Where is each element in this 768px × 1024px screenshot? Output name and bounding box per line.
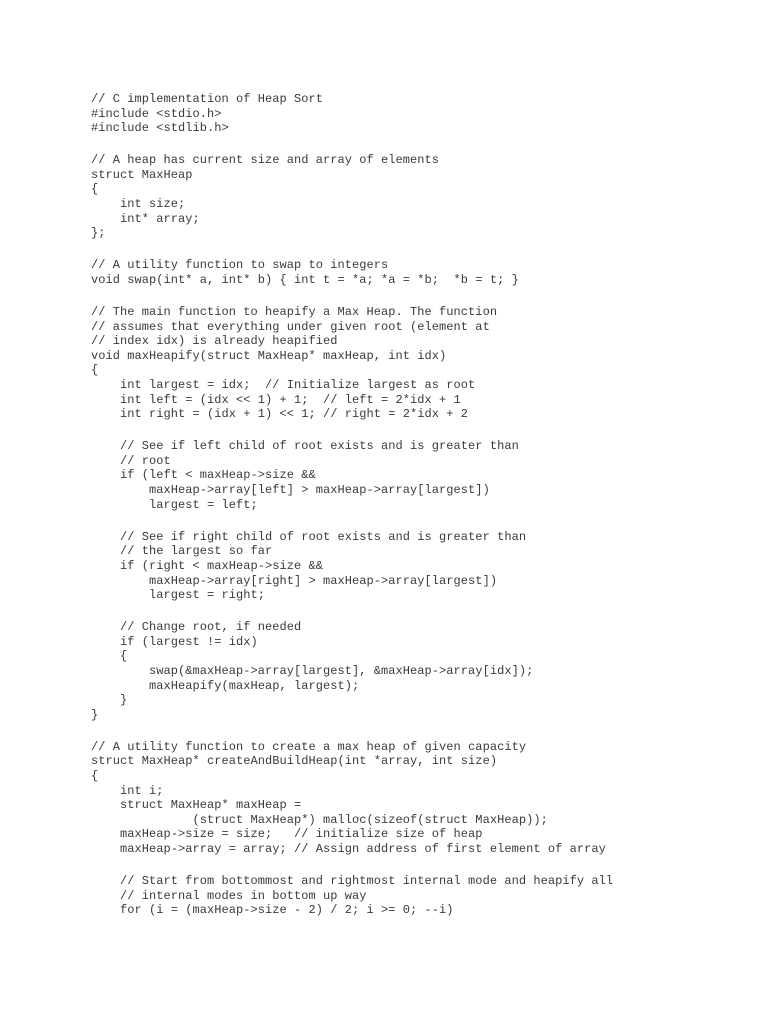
code-line: swap(&maxHeap->array[largest], &maxHeap->array[idx]); bbox=[91, 664, 534, 678]
code-line: // A heap has current size and array of elements bbox=[91, 153, 440, 168]
code-line: // See if right child of root exists and is greater than bbox=[91, 529, 527, 544]
code-line: void maxHeapify(struct MaxHeap* maxHeap, int idx) bbox=[91, 348, 447, 363]
code-line: struct MaxHeap* createAndBuildHeap(int *array, int size) bbox=[91, 754, 498, 769]
code-line: // See if left child of root exists and is greater than bbox=[91, 439, 519, 454]
code-line: { bbox=[91, 363, 99, 378]
code-line: int left = (idx << 1) + 1; // left = 2*idx + 1 bbox=[91, 392, 461, 407]
code-line: maxHeapify(maxHeap, largest); bbox=[91, 678, 360, 693]
code-line: if (left < maxHeap->size && bbox=[91, 468, 316, 483]
blank-line bbox=[91, 422, 751, 440]
code-line: maxHeap->size = size; // initialize size of heap bbox=[91, 827, 483, 842]
code-line: }; bbox=[91, 226, 106, 241]
code-line: largest = left; bbox=[91, 497, 258, 512]
code-line: int i; bbox=[91, 783, 164, 798]
code-line: #include <stdio.h> bbox=[91, 106, 222, 121]
code-line: largest = right; bbox=[91, 588, 266, 603]
blank-line bbox=[91, 136, 751, 154]
code-line: { bbox=[91, 182, 99, 197]
code-line: struct MaxHeap bbox=[91, 167, 193, 182]
code-line: // assumes that everything under given root (element at bbox=[91, 319, 490, 334]
code-line: int largest = idx; // Initialize largest as root bbox=[91, 378, 476, 392]
code-line: if (right < maxHeap->size && bbox=[91, 558, 324, 573]
code-line: struct MaxHeap* maxHeap = bbox=[91, 798, 302, 813]
code-line: // the largest so far bbox=[91, 544, 273, 559]
code-line: } bbox=[91, 707, 99, 722]
code-line: int* array; bbox=[91, 211, 200, 226]
code-line: maxHeap->array[right] > maxHeap->array[largest]) bbox=[91, 573, 498, 588]
code-line: #include <stdlib.h> bbox=[91, 121, 229, 136]
code-line: // C implementation of Heap Sort bbox=[91, 92, 324, 106]
code-line: // index idx) is already heapified bbox=[91, 334, 338, 349]
code-line: { bbox=[91, 769, 99, 784]
code-line: } bbox=[91, 693, 128, 708]
code-line: int right = (idx + 1) << 1; // right = 2*idx + 2 bbox=[91, 407, 469, 422]
code-line: // Start from bottommost and rightmost internal mode and heapify all bbox=[91, 874, 614, 889]
blank-line bbox=[91, 603, 751, 621]
code-line: // internal modes in bottom up way bbox=[91, 888, 367, 903]
code-line: // A utility function to swap to integers bbox=[91, 258, 389, 273]
code-listing bbox=[91, 92, 751, 918]
code-line: // A utility function to create a max heap of given capacity bbox=[91, 739, 527, 754]
blank-line bbox=[91, 722, 751, 740]
code-line: maxHeap->array = array; // Assign address of first element of array bbox=[91, 842, 606, 857]
code-line: // The main function to heapify a Max Heap. The function bbox=[91, 305, 498, 320]
code-line: { bbox=[91, 649, 128, 664]
code-line: (struct MaxHeap*) malloc(sizeof(struct MaxHeap)); bbox=[91, 812, 548, 827]
code-line: for (i = (maxHeap->size - 2) / 2; i >= 0; --i) bbox=[91, 903, 454, 918]
code-line: // root bbox=[91, 453, 171, 468]
code-line: void swap(int* a, int* b) { int t = *a; *a = *b; *b = t; } bbox=[91, 272, 519, 287]
code-line: if (largest != idx) bbox=[91, 634, 258, 649]
blank-line bbox=[91, 857, 751, 875]
code-line: int size; bbox=[91, 197, 186, 212]
blank-line bbox=[91, 288, 751, 306]
code-line: // Change root, if needed bbox=[91, 620, 302, 635]
code-line: maxHeap->array[left] > maxHeap->array[largest]) bbox=[91, 483, 490, 498]
blank-line bbox=[91, 512, 751, 530]
blank-line bbox=[91, 241, 751, 259]
